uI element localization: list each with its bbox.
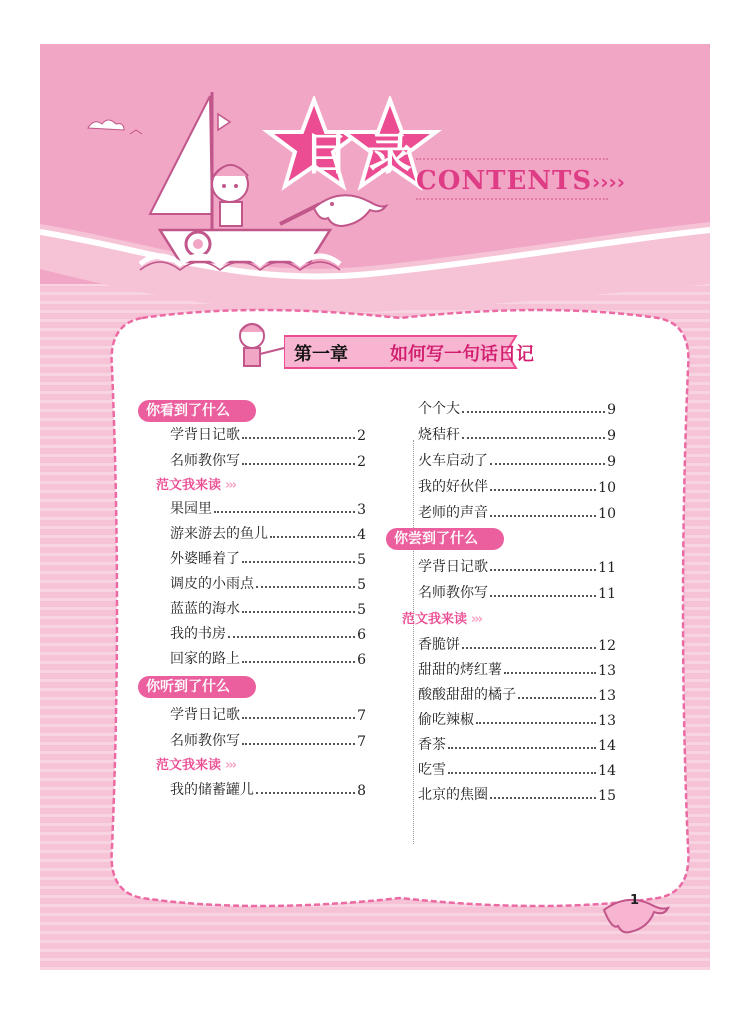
toc-entry[interactable]: 游来游去的鱼儿 4 bbox=[170, 526, 366, 543]
section-tag: 你看到了什么 bbox=[138, 400, 256, 422]
toc-entry[interactable]: 北京的焦圈 15 bbox=[418, 787, 616, 804]
toc-entry[interactable]: 蓝蓝的海水 5 bbox=[170, 601, 366, 618]
toc-entry[interactable]: 学背日记歌 2 bbox=[170, 427, 366, 444]
toc-entry[interactable]: 调皮的小雨点 5 bbox=[170, 576, 366, 593]
section-tag: 你听到了什么 bbox=[138, 676, 256, 698]
chevron-right-icon: ››› bbox=[225, 758, 236, 773]
contents-label-group bbox=[416, 162, 646, 202]
sub-section-tag: 范文我来读 ››› bbox=[402, 612, 482, 627]
toc-entry[interactable]: 烧秸秆 9 bbox=[418, 427, 616, 444]
chapter-label: 第一章 bbox=[294, 344, 348, 365]
chevron-right-icon: ›››› bbox=[592, 170, 625, 194]
toc-entry[interactable]: 回家的路上 6 bbox=[170, 651, 366, 668]
toc-entry[interactable]: 香脆饼 12 bbox=[418, 637, 616, 654]
section-tag: 你尝到了什么 bbox=[386, 528, 504, 550]
contents-label: CONTENTS bbox=[416, 166, 593, 196]
page bbox=[40, 44, 710, 970]
toc-entry[interactable]: 甜甜的烤红薯 13 bbox=[418, 662, 616, 679]
toc-entry[interactable]: 外婆睡着了 5 bbox=[170, 551, 366, 568]
sub-section-tag: 范文我来读 ››› bbox=[156, 758, 236, 773]
divider bbox=[416, 198, 608, 200]
column-divider bbox=[413, 440, 414, 844]
page-number: 1 bbox=[630, 893, 640, 908]
girl-flag-illustration bbox=[226, 316, 286, 380]
toc-entry[interactable]: 果园里 3 bbox=[170, 501, 366, 518]
chapter-title: 如何写一句话日记 bbox=[390, 344, 534, 365]
toc-entry[interactable]: 香茶 14 bbox=[418, 737, 616, 754]
divider bbox=[416, 158, 608, 160]
chevron-right-icon: ››› bbox=[471, 612, 482, 627]
toc-entry[interactable]: 个个大 9 bbox=[418, 401, 616, 418]
toc-entry[interactable]: 学背日记歌 7 bbox=[170, 707, 366, 724]
toc-entry[interactable]: 名师教你写 7 bbox=[170, 733, 366, 750]
toc-entry[interactable]: 酸酸甜甜的橘子 13 bbox=[418, 687, 616, 704]
toc-entry[interactable]: 学背日记歌 11 bbox=[418, 559, 616, 576]
toc-entry[interactable]: 名师教你写 11 bbox=[418, 585, 616, 602]
toc-entry[interactable]: 我的书房 6 bbox=[170, 626, 366, 643]
page-title: 目录 bbox=[304, 129, 432, 180]
toc-entry[interactable]: 我的好伙伴 10 bbox=[418, 479, 616, 496]
toc-entry[interactable]: 老师的声音 10 bbox=[418, 505, 616, 522]
toc-entry[interactable]: 我的储蓄罐儿 8 bbox=[170, 782, 366, 799]
toc-entry[interactable]: 偷吃辣椒 13 bbox=[418, 712, 616, 729]
toc-entry[interactable]: 名师教你写 2 bbox=[170, 453, 366, 470]
chevron-right-icon: ››› bbox=[225, 478, 236, 493]
toc-entry[interactable]: 吃雪 14 bbox=[418, 762, 616, 779]
sub-section-tag: 范文我来读 ››› bbox=[156, 478, 236, 493]
toc-entry[interactable]: 火车启动了 9 bbox=[418, 453, 616, 470]
